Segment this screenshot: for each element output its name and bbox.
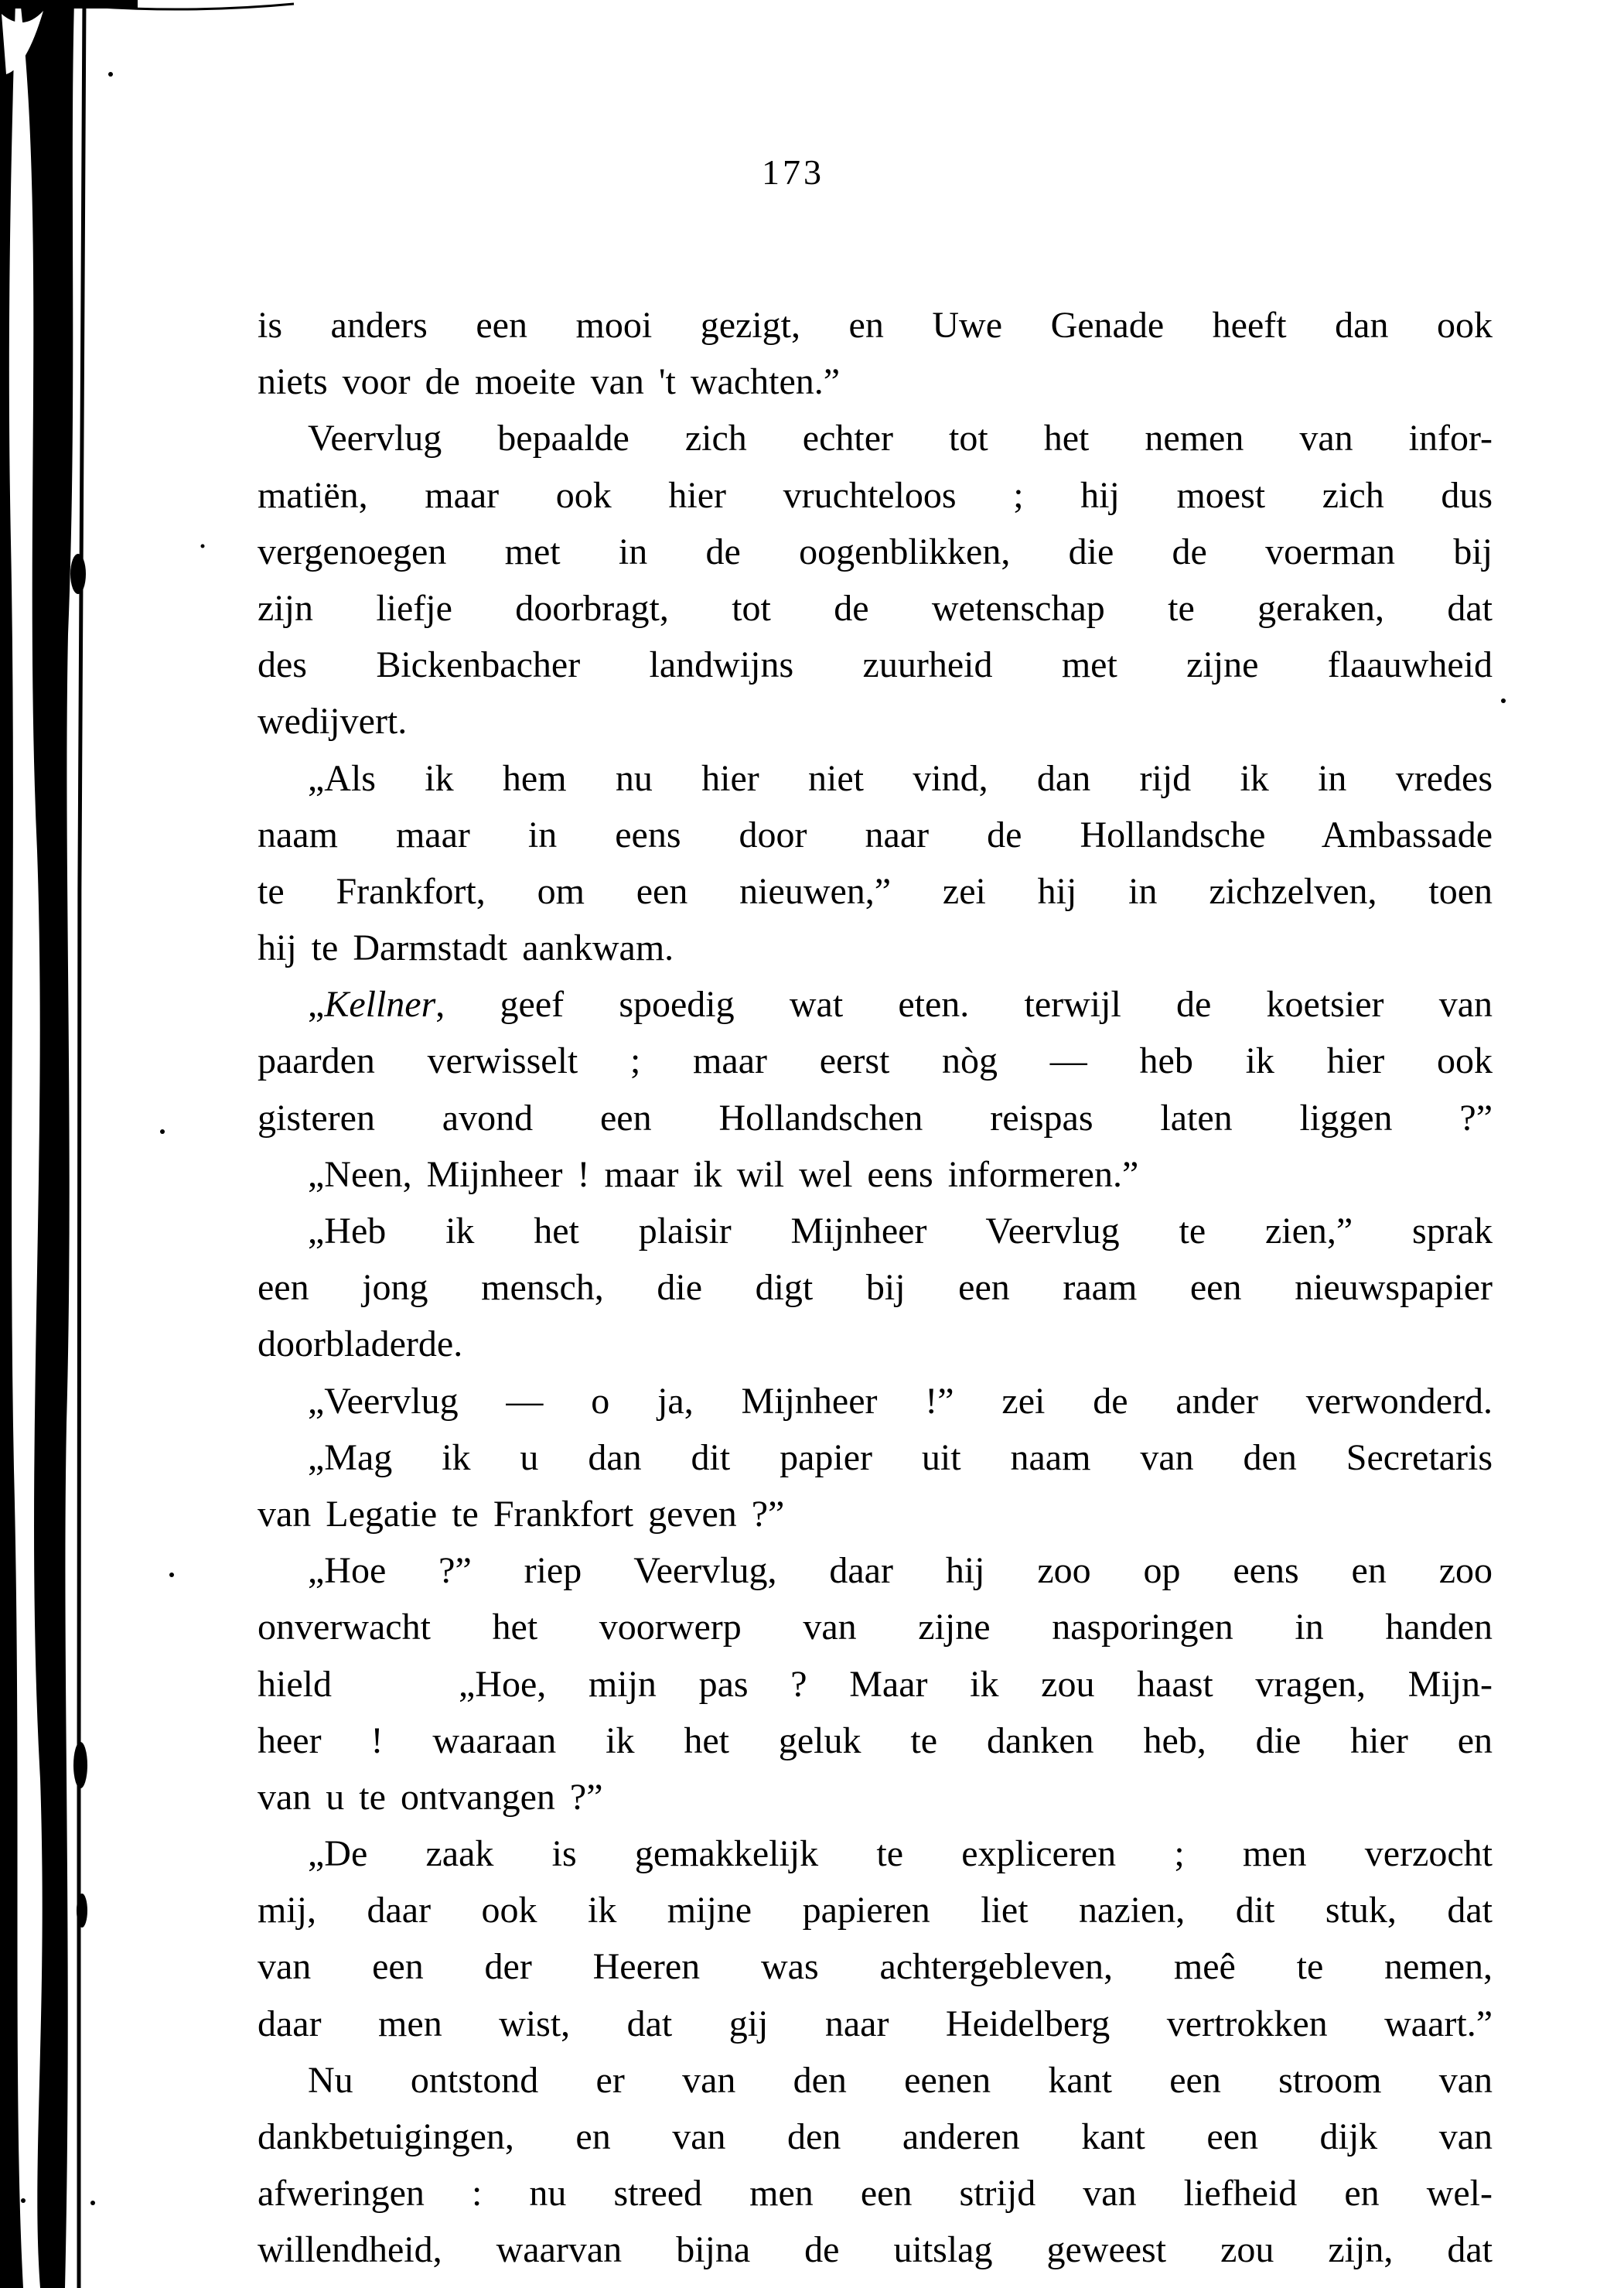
text-line-5: vergenoegen met in de oogenblikken, die de voerman bij (258, 531, 1493, 572)
text-line-34: afweringen : nu streed men een strijd van liefheid en wel- (258, 2173, 1493, 2215)
text-block (258, 297, 1493, 2279)
text-line-7: des Bickenbacher landwijns zuurheid met zijne flaauwheid (258, 644, 1493, 686)
text-line-15: gisteren avond een Hollandschen reispas laten liggen ?” (258, 1097, 1493, 1139)
text-line-24: onverwacht het voorwerp van zijne nasporingen in handen (258, 1607, 1493, 1648)
text-line-31: daar men wist, dat gij naar Heidelberg vertrokken waart.” (258, 2003, 1493, 2044)
text-line-32: Nu ontstond er van den eenen kant een stroom van (308, 2059, 1493, 2101)
text-line-29: mij, daar ook ik mijne papieren liet nazien, dit stuk, dat (258, 1890, 1493, 1931)
text-line-1: is anders een mooi gezigt, en Uwe Genade heeft dan ook (258, 305, 1493, 346)
text-line-11: te Frankfort, om een nieuwen,” zei hij in zichzelven, toen (258, 870, 1493, 912)
text-line-2: niets voor de moeite van 't wachten.” (258, 361, 841, 403)
text-line-18: een jong mensch, die digt bij een raam een nieuwspapier (258, 1267, 1493, 1309)
text-line-9: „Als ik hem nu hier niet vind, dan rijd ik in vredes (308, 757, 1493, 799)
text-line-28: „De zaak is gemakkelijk te expliceren ; men verzocht (308, 1833, 1493, 1875)
text-line-12: hij te Darmstadt aankwam. (258, 927, 674, 969)
page-number: 173 (762, 152, 824, 192)
text-line-10: naam maar in eens door naar de Hollandsche Ambassade (258, 814, 1493, 855)
text-line-35: willendheid, waarvan bijna de uitslag geweest zou zijn, dat (258, 2229, 1493, 2271)
text-line-20: „Veervlug — o ja, Mijnheer !” zei de ander verwonderd. (308, 1380, 1493, 1422)
text-line-30: van een der Heeren was achtergebleven, meê te nemen, (258, 1946, 1493, 1988)
text-line-22: van Legatie te Frankfort geven ?” (258, 1493, 785, 1535)
text-line-23: „Hoe ?” riep Veervlug, daar hij zoo op eens en zoo (308, 1550, 1493, 1592)
text-line-27: van u te ontvangen ?” (258, 1776, 603, 1818)
text-line-13 (258, 976, 1493, 1033)
text-line-8: wedijvert. (258, 701, 408, 743)
text-line-3: Veervlug bepaalde zich echter tot het nemen van infor- (308, 418, 1493, 459)
text-line-6: zijn liefje doorbragt, tot de wetenschap te geraken, dat (258, 587, 1493, 629)
text-line-19: doorbladerde. (258, 1323, 463, 1365)
text-segment: , geef spoedig wat eten. terwijl de koetsier van (435, 984, 1493, 1026)
text-line-21: „Mag ik u dan dit papier uit naam van den Secretaris (308, 1436, 1493, 1478)
italic-word: Kellner (324, 984, 436, 1026)
text-line-16: „Neen, Mijnheer ! maar ik wil wel eens informeren.” (308, 1153, 1139, 1195)
text-line-4: matiën, maar ook hier vruchteloos ; hij moest zich dus (258, 474, 1493, 516)
text-line-17: „Heb ik het plaisir Mijnheer Veervlug te zien,” sprak (308, 1211, 1493, 1252)
text-line-14: paarden verwisselt ; maar eerst nòg — heb ik hier ook (258, 1040, 1493, 1082)
text-line-25: hield „Hoe, mijn pas ? Maar ik zou haast vragen, Mijn- (258, 1663, 1493, 1705)
text-line-26: heer ! waaraan ik het geluk te danken heb, die hier en (258, 1719, 1493, 1761)
text-segment: „ (308, 984, 325, 1026)
text-line-33: dankbetuigingen, en van den anderen kant een dijk van (258, 2116, 1493, 2157)
